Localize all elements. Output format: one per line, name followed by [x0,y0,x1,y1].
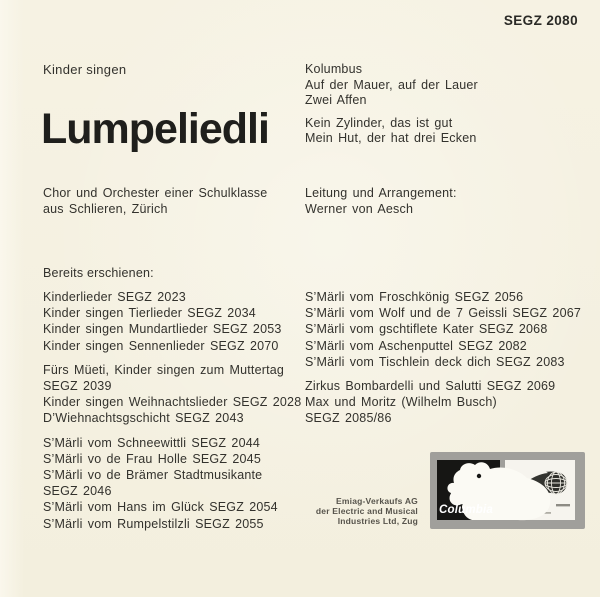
discography-entry: Kinder singen Weihnachtslieder SEGZ 2028 [43,395,302,410]
discography-entry: Kinderlieder SEGZ 2023 [43,290,186,304]
discography-heading: Bereits erschienen: [43,266,154,280]
discography-entry: SEGZ 2046 [43,484,112,499]
track-title: Kein Zylinder, das ist gut [305,115,453,130]
line-group [305,378,581,427]
discography-left-column [43,289,301,540]
publisher-line: Industries Ltd, Zug [337,516,418,526]
discography-entry: S’Märli vom Froschkönig SEGZ 2056 [305,290,524,304]
columbia-logo [430,452,585,529]
columbia-logo-graphic [430,452,585,529]
track-title: Zwei Affen [305,93,367,107]
discography-entry: S’Märli vo de Frau Holle SEGZ 2045 [43,451,261,466]
publisher-line: Emiag-Verkaufs AG [336,496,418,506]
discography-entry: Kinder singen Sennenlieder SEGZ 2070 [43,338,279,353]
discography-entry: S’Märli vom Hans im Glück SEGZ 2054 [43,500,278,515]
discography-entry: Kinder singen Tierlieder SEGZ 2034 [43,306,256,321]
series-label: Kinder singen [43,62,127,77]
track-title: Kolumbus [305,62,363,76]
track-list [305,62,478,154]
discography-entry: Zirkus Bombardelli und Salutti SEGZ 2069 [305,379,556,394]
discography-right-column [305,289,581,435]
performer-line: Chor und Orchester einer Schulklasse [43,186,268,200]
discography-entry: S’Märli vo de Brämer Stadtmusikante [43,468,263,483]
discography-entry: S’Märli vom Wolf und de 7 Geissli SEGZ 2067 [305,306,582,321]
performer-line: aus Schlieren, Zürich [43,201,168,216]
track-title: Mein Hut, der hat drei Ecken [305,131,477,145]
credits-block [305,186,457,217]
line-group [43,289,301,354]
discography-entry: Kinder singen Mundartlieder SEGZ 2053 [43,322,282,337]
line-group [305,289,581,370]
discography-entry: S’Märli vom Aschenputtel SEGZ 2082 [305,338,527,353]
discography-entry: SEGZ 2039 [43,379,112,394]
publisher-line: der Electric and Musical [315,506,418,516]
performers-block [43,186,267,217]
credit-line: Werner von Aesch [305,201,414,216]
discography-entry: S’Märli vom gschtiflete Kater SEGZ 2068 [305,322,548,337]
columbia-wordmark: Columbia [439,504,493,516]
line-group [305,116,478,147]
line-group [43,435,301,532]
discography-entry: S’Märli vom Tischlein deck dich SEGZ 2083 [305,354,565,369]
line-group [305,62,478,109]
discography-entry: D’Wiehnachtsgschicht SEGZ 2043 [43,411,244,426]
discography-entry: S’Märli vom Rumpelstilzli SEGZ 2055 [43,516,264,531]
album-title: Lumpeliedli [41,105,269,153]
line-group [43,362,301,427]
track-title: Auf der Mauer, auf der Lauer [305,77,478,92]
credit-line: Leitung und Arrangement: [305,186,457,200]
publisher-block [316,496,418,526]
catalog-number: SEGZ 2080 [503,13,578,28]
discography-entry: S’Märli vom Schneewittli SEGZ 2044 [43,435,261,450]
discography-entry: SEGZ 2085/86 [305,411,392,426]
discography-entry: Max und Moritz (Wilhelm Busch) [305,395,497,410]
discography-entry: Fürs Müeti, Kinder singen zum Muttertag [43,362,285,377]
